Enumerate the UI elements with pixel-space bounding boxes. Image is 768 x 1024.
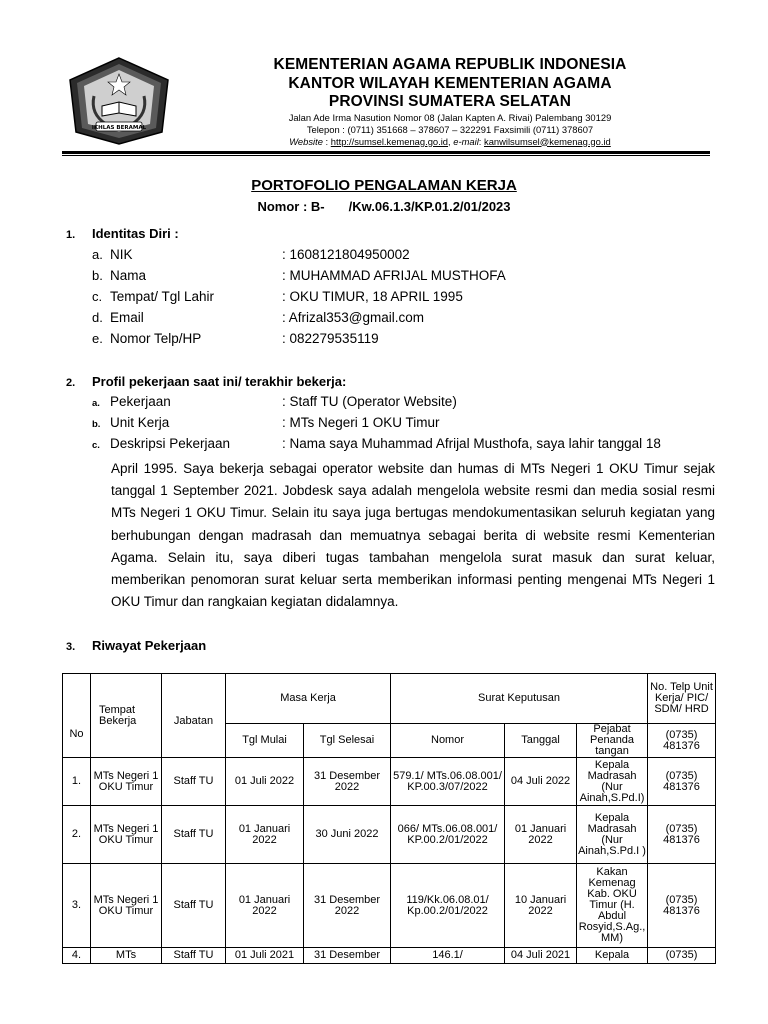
website-label: Website: [289, 135, 323, 147]
table-row: [63, 864, 716, 948]
cell-selesai: 31 Desember 2022: [304, 758, 391, 806]
header-telp: No. Telp Unit Kerja/ PIC/ SDM/ HRD: [648, 674, 716, 724]
cell-tempat: MTs Negeri 1 OKU Timur: [91, 864, 162, 948]
cell-selesai: 30 Juni 2022: [304, 806, 391, 864]
header-surat-keputusan: Surat Keputusan: [391, 674, 648, 724]
cell-nomor: 066/ MTs.06.08.001/ KP.00.2/01/2022: [391, 806, 505, 864]
cell-pejabat: Kakan Kemenag Kab. OKU Timur (H. Abdul Rosyid,S.Ag., MM): [577, 864, 648, 948]
header-tanggal: Tanggal: [505, 724, 577, 758]
cell-tempat: MTs Negeri 1 OKU Timur: [91, 806, 162, 864]
field-label: Tempat/ Tgl Lahir: [110, 289, 215, 304]
header-tgl-selesai: Tgl Selesai: [304, 724, 391, 758]
header-telp-value: (0735) 481376: [648, 724, 716, 758]
cell-no: 4.: [63, 948, 91, 964]
field-label: NIK: [110, 247, 133, 262]
field-value: : MUHAMMAD AFRIJAL MUSTHOFA: [282, 268, 506, 283]
cell-nomor: 146.1/: [391, 948, 505, 964]
cell-jabatan: Staff TU: [162, 806, 226, 864]
cell-mulai: 01 Januari 2022: [226, 806, 304, 864]
document-number-suffix: /Kw.06.1.3/KP.01.2/01/2023: [348, 199, 511, 214]
cell-telp: (0735) 481376: [648, 758, 716, 806]
field-label: Deskripsi Pekerjaan: [110, 436, 231, 451]
table-row: [63, 948, 716, 964]
field-value: : OKU TIMUR, 18 APRIL 1995: [282, 289, 463, 304]
cell-tanggal: 10 Januari 2022: [505, 864, 577, 948]
header-tgl-mulai: Tgl Mulai: [226, 724, 304, 758]
header-pejabat: Pejabat Penanda tangan: [577, 724, 648, 758]
document-number: [0, 199, 768, 214]
cell-mulai: 01 Juli 2022: [226, 758, 304, 806]
cell-tanggal: 04 Juli 2021: [505, 948, 577, 964]
cell-pejabat: Kepala Madrasah (Nur Ainah,S.Pd.I ): [577, 806, 648, 864]
field-label: Unit Kerja: [110, 415, 170, 430]
cell-selesai: 31 Desember 2022: [304, 864, 391, 948]
header-masa-kerja: Masa Kerja: [226, 674, 391, 724]
letterhead-contacts: Website : http://sumsel.kemenag.go.id, e-mail: kanwilsumsel@kemenag.go.id: [289, 135, 611, 147]
cell-no: 2.: [63, 806, 91, 864]
field-label: Nama: [110, 268, 147, 283]
letterhead-phone: Telepon : (0711) 351668 – 378607 – 322291 Faxsimili (0711) 378607: [306, 123, 594, 135]
field-label: Pekerjaan: [110, 394, 171, 409]
kemenag-logo-icon: [66, 56, 172, 146]
field-value: : Afrizal353@gmail.com: [282, 310, 425, 325]
cell-selesai: 31 Desember: [304, 948, 391, 964]
email-link[interactable]: kanwilsumsel@kemenag.go.id: [484, 135, 611, 147]
header-tempat: Tempat Bekerja: [91, 674, 162, 758]
cell-pejabat: Kepala: [577, 948, 648, 964]
header-jabatan: Jabatan: [162, 674, 226, 758]
letterhead-address: Jalan Ade Irma Nasution Nomor 08 (Jalan Kapten A. Rivai) Palembang 30129: [288, 111, 612, 123]
letterhead-divider-thick: [62, 151, 710, 154]
website-link[interactable]: http://sumsel.kemenag.go.id: [330, 135, 449, 147]
field-value: : Nama saya Muhammad Afrijal Musthofa, saya lahir tanggal 18: [282, 436, 661, 451]
document-page: IKHLAS BERAMAL KEMENTERIAN AGAMA REPUBLIK INDONESIA KANTOR WILAYAH KEMENTERIAN AGAMA PROVINSI SUMATERA SELATAN Jalan Ade Irma Nasution Nomor 08 (Jalan Kapten A. Rivai) Palembang 30129 Telepon : (0711) 351668 – 378607 – 322291 Faxsimili (0711) 378607 Website : http://sumsel.kemenag.go.id, e-mail: kanwilsumsel@kemenag.go.id PORTOFOLIO PENGALAMAN KERJA Nomor : B- /Kw.06.1.3/KP.01.2/01/2023 1. Identitas Diri : a. NIK : 1608121804950002 b. Nama : MUHAMMAD AFRIJAL MUSTHOFA c. Tempat/ Tgl Lahir : OKU TIMUR, 18 APRIL 1995 d. Email : Afrizal353@gmail.com e. Nomor Telp/HP : 082279535119 2. Profil pekerjaan saat ini/ terakhir bekerja: a. Pekerjaan : Staff TU (Operator Website) b. Unit Kerja : MTs Negeri 1 OKU Timur c. Deskripsi Pekerjaan : Nama saya Muhammad Afrijal Musthofa, saya lahir tanggal 18 April 1995. Saya bekerja sebagai operator website dan humas di MTs Negeri 1 OKU Timur sejak tanggal 1 September 2021. Jobdesk saya adalah mengelola website resmi dan media sosial resmi MTs Negeri 1 OKU Timur. Selain itu saya juga bertugas mendokumentasikan seluruh kegiatan yang berhubungan dengan madrasah dan memuatnya sebagai berita di website resmi Kementerian Agama. Selain itu, saya diberi tugas tambahan mengelola surat masuk dan surat keluar, memberikan penomoran surat keluar serta memberikan informasi penting mengenai MTs Negeri 1 OKU Timur dan rangkaian kegiatan didalamnya. 3. Riwayat Pekerjaan No Tempat Bekerja Jabatan Masa Kerja Surat Keputusan No. Telp Unit Kerja/ PIC/ SDM/ HRD Tgl Mulai Tgl Selesai Nomor Tanggal Pejabat Penanda tangan (0735) 481376 1. MTs Negeri 1 OKU Timur Staff TU 01 Juli 2022 31 Desember 2022 579.1/ MTs.06.08.001/ KP.00.3/07/2022 04 Juli 2022 Kepala Madrasah (Nur Ainah,S.Pd.I) (0735) 481376 2. MTs Negeri 1 OKU Timur Staff TU 01 Januari 2022 30 Juni 2022 066/ MTs.06.08.001/ KP.00.2/01/2022 01 Januari 2022 Kepala Madrasah (Nur Ainah,S.Pd.I ) (0735) 481376 3. MTs Negeri 1 OKU Timur Staff TU 01 Januari 2022 31 Desember 2022 119/Kk.06.08.01/ Kp.00.2/01/2022 10 Januari 2022 Kakan Kemenag Kab. OKU Timur (H. Abdul Rosyid,S.Ag., MM) (0735) 481376 4. MTs Staff TU 01 Juli 2021 31 Desember 146.1/ 04 Juli 2021 Kepala (0735): [0, 0, 768, 1024]
cell-tempat: MTs Negeri 1 OKU Timur: [91, 758, 162, 806]
cell-telp: (0735) 481376: [648, 864, 716, 948]
header-nomor: Nomor: [391, 724, 505, 758]
cell-mulai: 01 Januari 2022: [226, 864, 304, 948]
field-value: : 082279535119: [282, 331, 379, 346]
field-value: : Staff TU (Operator Website): [282, 394, 457, 409]
cell-pejabat: Kepala Madrasah (Nur Ainah,S.Pd.I): [577, 758, 648, 806]
cell-nomor: 119/Kk.06.08.01/ Kp.00.2/01/2022: [391, 864, 505, 948]
document-title: PORTOFOLIO PENGALAMAN KERJA: [251, 177, 517, 194]
section-job-heading: 2. Profil pekerjaan saat ini/ terakhir bekerja:: [66, 374, 347, 389]
cell-jabatan: Staff TU: [162, 758, 226, 806]
cell-no: 3.: [63, 864, 91, 948]
field-value: : MTs Negeri 1 OKU Timur: [282, 415, 440, 430]
field-value: : 1608121804950002: [282, 247, 410, 262]
cell-nomor: 579.1/ MTs.06.08.001/ KP.00.3/07/2022: [391, 758, 505, 806]
cell-jabatan: Staff TU: [162, 864, 226, 948]
field-label: Email: [110, 310, 144, 325]
header-no: No: [63, 674, 91, 758]
section-history-heading: 3. Riwayat Pekerjaan: [66, 638, 207, 653]
job-description: April 1995. Saya bekerja sebagai operator website dan humas di MTs Negeri 1 OKU Timur sejak tanggal 1 September 2021. Jobdesk saya adalah mengelola website resmi dan media sosial resmi MTs Negeri 1 OKU Timur. Selain itu saya juga bertugas mendokumentasikan seluruh kegiatan yang berhubungan dengan madrasah dan memuatnya sebagai berita di website resmi Kementerian Agama. Selain itu, saya diberi tugas tambahan mengelola surat masuk dan surat keluar, memberikan penomoran surat keluar serta memberikan informasi penting mengenai MTs Negeri 1 OKU Timur dan rangkaian kegiatan didalamnya.: [111, 461, 715, 610]
letterhead-line3: PROVINSI SUMATERA SELATAN: [328, 93, 572, 110]
cell-tempat: MTs: [91, 948, 162, 964]
table-row: [63, 806, 716, 864]
section-identity-heading: 1. Identitas Diri :: [66, 226, 179, 241]
work-history-table: [62, 673, 716, 964]
table-row: [63, 758, 716, 806]
cell-tanggal: 04 Juli 2022: [505, 758, 577, 806]
email-label: e-mail: [453, 135, 479, 147]
field-label: Nomor Telp/HP: [110, 331, 202, 346]
letterhead-line2: KANTOR WILAYAH KEMENTERIAN AGAMA: [288, 74, 612, 92]
letterhead-divider-thin: [62, 155, 710, 156]
cell-no: 1.: [63, 758, 91, 806]
letterhead: [236, 56, 664, 148]
cell-telp: (0735): [648, 948, 716, 964]
cell-jabatan: Staff TU: [162, 948, 226, 964]
cell-mulai: 01 Juli 2021: [226, 948, 304, 964]
document-number-prefix: Nomor : B-: [257, 199, 325, 214]
cell-telp: (0735) 481376: [648, 806, 716, 864]
cell-tanggal: 01 Januari 2022: [505, 806, 577, 864]
logo-motto: IKHLAS BERAMAL: [91, 125, 147, 131]
letterhead-line1: KEMENTERIAN AGAMA REPUBLIK INDONESIA: [273, 56, 627, 73]
